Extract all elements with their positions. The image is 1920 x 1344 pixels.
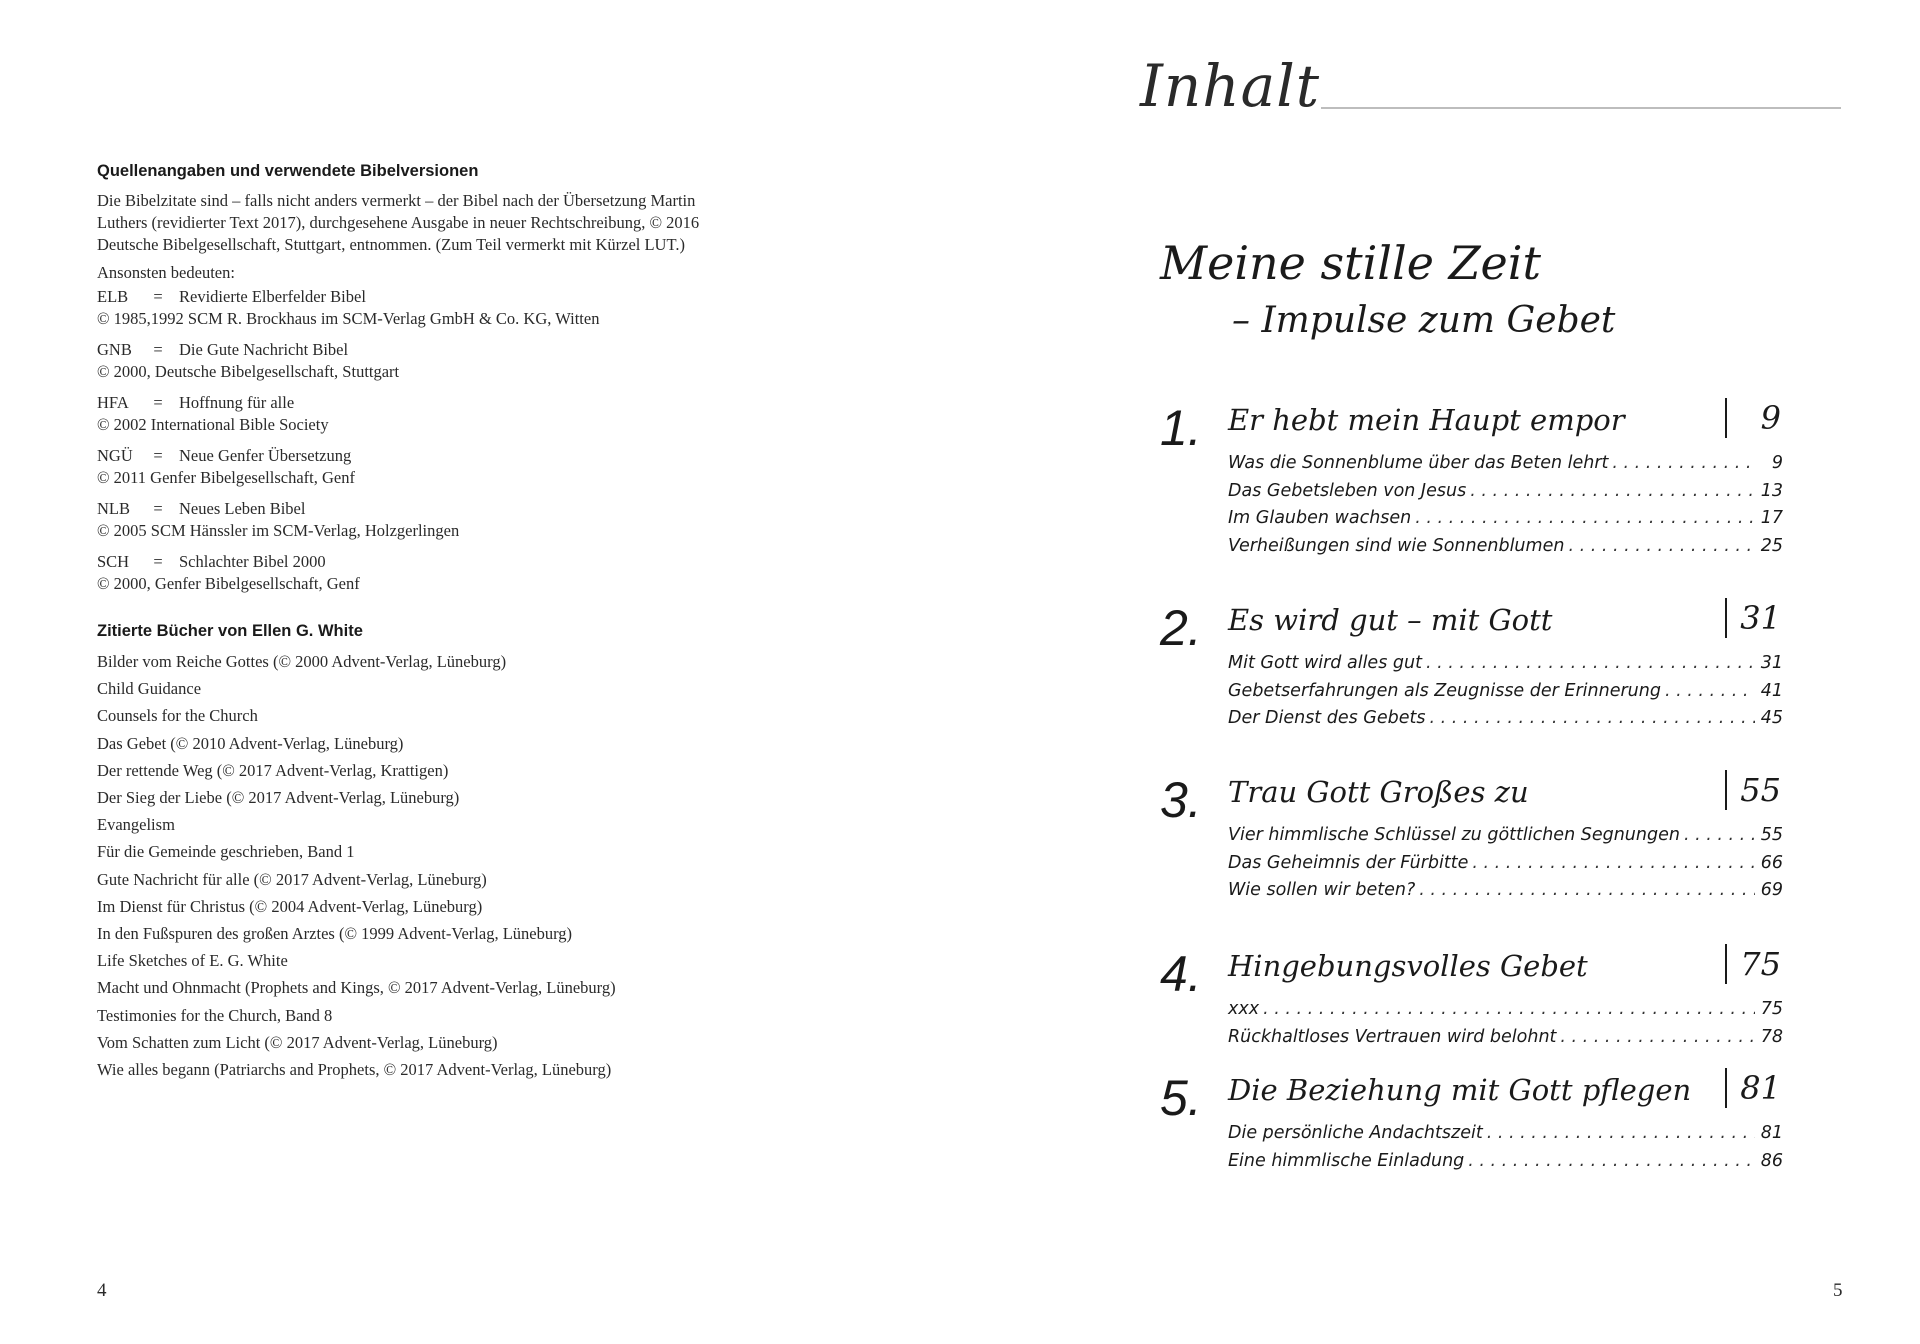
book-item: Bilder vom Reiche Gottes (© 2000 Advent-Verlag, Lüneburg) bbox=[97, 652, 507, 671]
book-item: Vom Schatten zum Licht (© 2017 Advent-Verlag, Lüneburg) bbox=[97, 1032, 498, 1052]
toc-entry[interactable] bbox=[1228, 505, 1783, 533]
toc-entry[interactable] bbox=[1228, 705, 1783, 733]
chapter-number: 3. bbox=[1160, 772, 1202, 828]
dot-leader bbox=[1665, 678, 1755, 706]
entry-page: 45 bbox=[1760, 708, 1783, 728]
book-item: Evangelism bbox=[97, 815, 175, 835]
book-subtitle: – Impulse zum Gebet bbox=[1232, 300, 1616, 341]
toc-entry[interactable] bbox=[1228, 478, 1783, 506]
chapter-number: 1. bbox=[1160, 400, 1202, 456]
sources-section bbox=[97, 160, 817, 1083]
toc-entries bbox=[1228, 996, 1783, 1051]
toc-entry[interactable] bbox=[1228, 650, 1783, 678]
entry-page: 75 bbox=[1760, 999, 1783, 1019]
abbr-copyright: © 2011 Genfer Bibelgesellschaft, Genf bbox=[97, 468, 355, 487]
dot-leader bbox=[1487, 1120, 1755, 1148]
toc-entry[interactable] bbox=[1228, 877, 1783, 905]
abbr-code: NLB bbox=[97, 499, 130, 518]
toc-entry[interactable] bbox=[1228, 996, 1783, 1024]
entry-page: 17 bbox=[1760, 508, 1783, 528]
dot-leader bbox=[1470, 478, 1755, 506]
entry-title: Was die Sonnenblume über das Beten lehrt bbox=[1228, 453, 1609, 473]
book-item: Counsels for the Church bbox=[97, 706, 258, 726]
abbr-equals: = bbox=[153, 499, 163, 518]
entry-page: 66 bbox=[1760, 852, 1783, 873]
chapter-page: 75 bbox=[1725, 944, 1781, 984]
book-item: Gute Nachricht für alle (© 2017 Advent-Verlag, Lüneburg) bbox=[97, 869, 487, 889]
entry-title: Eine himmlische Einladung bbox=[1228, 1150, 1465, 1171]
intro-line: Luthers (revidierter Text 2017), durchgesehene Ausgabe in neuer Rechtschreibung, © 2016 bbox=[97, 213, 700, 232]
entry-page: 41 bbox=[1760, 680, 1783, 701]
book-item: Macht und Ohnmacht (Prophets and Kings, © 2017 Advent-Verlag, Lüneburg) bbox=[97, 978, 616, 998]
toc-entries bbox=[1228, 1120, 1783, 1175]
books-list bbox=[97, 648, 817, 1083]
abbr-copyright: © 1985,1992 SCM R. Brockhaus im SCM-Verlag GmbH & Co. KG, Witten bbox=[97, 309, 600, 328]
book-title: Meine stille Zeit bbox=[1160, 236, 1541, 290]
abbreviation-item bbox=[97, 498, 817, 542]
abbr-equals: = bbox=[153, 340, 163, 359]
dot-leader bbox=[1263, 996, 1755, 1024]
entry-title: Vier himmlische Schlüssel zu göttlichen Segnungen bbox=[1228, 825, 1680, 845]
toc-entry[interactable] bbox=[1228, 533, 1783, 561]
abbr-copyright: © 2000, Deutsche Bibelgesellschaft, Stuttgart bbox=[97, 362, 400, 381]
toc-entries bbox=[1228, 650, 1783, 733]
abbreviation-item bbox=[97, 392, 817, 436]
entry-page: 55 bbox=[1760, 825, 1783, 845]
dot-leader bbox=[1415, 505, 1755, 533]
dot-leader bbox=[1568, 533, 1755, 561]
toc-entry[interactable] bbox=[1228, 850, 1783, 878]
page-number: 5 bbox=[1833, 1280, 1843, 1301]
page-number: 4 bbox=[97, 1280, 107, 1301]
abbr-copyright: © 2005 SCM Hänssler im SCM-Verlag, Holzgerlingen bbox=[97, 521, 460, 540]
dot-leader bbox=[1612, 450, 1755, 478]
entry-title: Verheißungen sind wie Sonnenblumen bbox=[1228, 535, 1565, 556]
entry-title: Das Geheimnis der Fürbitte bbox=[1228, 852, 1469, 873]
toc-entries bbox=[1228, 822, 1783, 905]
right-page bbox=[960, 0, 1920, 1344]
entry-title: Der Dienst des Gebets bbox=[1228, 708, 1426, 728]
toc-entry[interactable] bbox=[1228, 1148, 1783, 1176]
dot-leader bbox=[1560, 1024, 1755, 1052]
entry-title: Die persönliche Andachtszeit bbox=[1228, 1123, 1483, 1143]
dot-leader bbox=[1419, 877, 1755, 905]
abbreviation-item bbox=[97, 551, 817, 595]
toc-entry[interactable] bbox=[1228, 822, 1783, 850]
abbr-equals: = bbox=[153, 446, 163, 465]
dot-leader bbox=[1684, 822, 1755, 850]
intro-line: Deutsche Bibelgesellschaft, Stuttgart, entnommen. (Zum Teil vermerkt mit Kürzel LUT.) bbox=[97, 235, 685, 254]
entry-page: 31 bbox=[1760, 653, 1783, 673]
entry-page: 81 bbox=[1760, 1123, 1783, 1143]
abbr-code: NGÜ bbox=[97, 446, 133, 465]
entry-page: 78 bbox=[1760, 1026, 1783, 1047]
intro-paragraph bbox=[97, 190, 817, 256]
book-item: Testimonies for the Church, Band 8 bbox=[97, 1005, 333, 1025]
chapter-number: 4. bbox=[1160, 946, 1202, 1002]
chapter-page: 31 bbox=[1725, 598, 1781, 638]
abbr-name: Neue Genfer Übersetzung bbox=[179, 446, 352, 465]
entry-page: 25 bbox=[1760, 535, 1783, 556]
book-item: Für die Gemeinde geschrieben, Band 1 bbox=[97, 842, 355, 862]
entry-page: 86 bbox=[1760, 1150, 1783, 1171]
entry-title: Das Gebetsleben von Jesus bbox=[1228, 480, 1467, 501]
chapter-page: 9 bbox=[1725, 398, 1781, 438]
entry-title: Mit Gott wird alles gut bbox=[1228, 653, 1422, 673]
abbr-name: Revidierte Elberfelder Bibel bbox=[179, 287, 366, 306]
abbreviation-list bbox=[97, 286, 817, 595]
sources-heading: Quellenangaben und verwendete Bibelversionen bbox=[97, 162, 479, 180]
abbr-copyright: © 2002 International Bible Society bbox=[97, 415, 329, 434]
abbr-code: GNB bbox=[97, 340, 132, 359]
book-item: Im Dienst für Christus (© 2004 Advent-Verlag, Lüneburg) bbox=[97, 896, 483, 916]
entry-page: 13 bbox=[1760, 480, 1783, 501]
toc-entry[interactable] bbox=[1228, 678, 1783, 706]
entry-title: Im Glauben wachsen bbox=[1228, 508, 1412, 528]
chapter-title: Hingebungsvolles Gebet bbox=[1228, 949, 1588, 983]
chapter-page: 55 bbox=[1725, 770, 1781, 810]
abbreviation-item bbox=[97, 445, 817, 489]
toc-entry[interactable] bbox=[1228, 1024, 1783, 1052]
dot-leader bbox=[1429, 705, 1755, 733]
book-item: Das Gebet (© 2010 Advent-Verlag, Lüneburg) bbox=[97, 733, 404, 753]
dot-leader bbox=[1468, 1148, 1755, 1176]
book-item: Der Sieg der Liebe (© 2017 Advent-Verlag, Lüneburg) bbox=[97, 788, 460, 808]
abbr-equals: = bbox=[153, 287, 163, 306]
abbr-name: Die Gute Nachricht Bibel bbox=[179, 340, 349, 359]
heading-rule bbox=[1321, 107, 1841, 109]
abbreviation-item bbox=[97, 339, 817, 383]
entry-title: Gebetserfahrungen als Zeugnisse der Erinnerung bbox=[1228, 680, 1661, 701]
abbr-name: Hoffnung für alle bbox=[179, 393, 295, 412]
abbr-equals: = bbox=[153, 552, 163, 571]
book-item: Child Guidance bbox=[97, 679, 202, 699]
toc-entry[interactable] bbox=[1228, 450, 1783, 478]
chapter-title: Er hebt mein Haupt empor bbox=[1228, 403, 1625, 437]
entry-title: xxx bbox=[1228, 999, 1260, 1019]
abbr-name: Neues Leben Bibel bbox=[179, 499, 306, 518]
abbr-equals: = bbox=[153, 393, 163, 412]
intro-line: Die Bibelzitate sind – falls nicht anders vermerkt – der Bibel nach der Übersetzung Martin bbox=[97, 191, 696, 210]
entry-title: Rückhaltloses Vertrauen wird belohnt bbox=[1228, 1026, 1557, 1047]
chapter-title: Es wird gut – mit Gott bbox=[1228, 603, 1553, 637]
book-item: Wie alles begann (Patriarchs and Prophets, © 2017 Advent-Verlag, Lüneburg) bbox=[97, 1060, 612, 1080]
toc-entry[interactable] bbox=[1228, 1120, 1783, 1148]
otherwise-label: Ansonsten bedeuten: bbox=[97, 263, 235, 282]
chapter-title: Die Beziehung mit Gott pflegen bbox=[1228, 1073, 1692, 1107]
abbreviation-item bbox=[97, 286, 817, 330]
book-item: Der rettende Weg (© 2017 Advent-Verlag, Krattigen) bbox=[97, 760, 449, 780]
chapter-number: 5. bbox=[1160, 1070, 1202, 1126]
books-heading: Zitierte Bücher von Ellen G. White bbox=[97, 622, 363, 640]
abbr-code: SCH bbox=[97, 552, 130, 571]
dot-leader bbox=[1472, 850, 1755, 878]
contents-heading: Inhalt bbox=[1140, 52, 1321, 120]
chapter-title: Trau Gott Großes zu bbox=[1228, 775, 1529, 809]
entry-page: 9 bbox=[1771, 453, 1783, 473]
abbr-name: Schlachter Bibel 2000 bbox=[179, 552, 326, 571]
book-item: Life Sketches of E. G. White bbox=[97, 951, 288, 971]
chapter-number: 2. bbox=[1160, 600, 1202, 656]
abbr-code: HFA bbox=[97, 393, 129, 412]
entry-title: Wie sollen wir beten? bbox=[1228, 880, 1416, 900]
entry-page: 69 bbox=[1760, 880, 1783, 900]
dot-leader bbox=[1426, 650, 1755, 678]
abbr-code: ELB bbox=[97, 287, 129, 306]
abbr-copyright: © 2000, Genfer Bibelgesellschaft, Genf bbox=[97, 574, 360, 593]
toc-entries bbox=[1228, 450, 1783, 560]
chapter-page: 81 bbox=[1725, 1068, 1781, 1108]
book-item: In den Fußspuren des großen Arztes (© 1999 Advent-Verlag, Lüneburg) bbox=[97, 924, 573, 944]
